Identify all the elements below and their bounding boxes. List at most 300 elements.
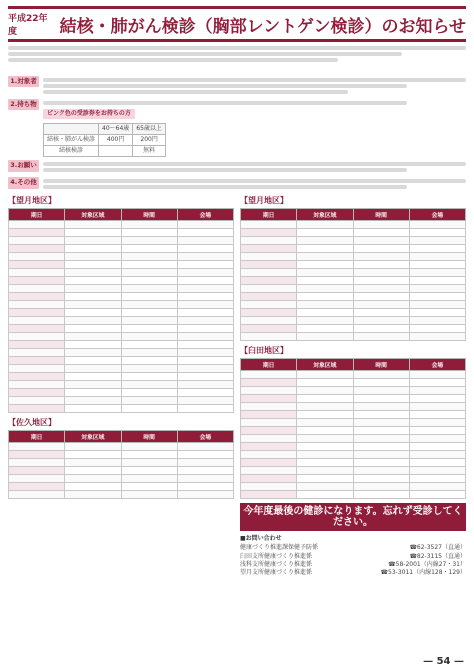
notice-label: 2.持ち物: [8, 99, 39, 110]
other-row: [8, 177, 466, 191]
table-cell: [121, 491, 177, 499]
table-cell: [65, 333, 121, 341]
table-cell: [177, 405, 233, 413]
table-cell: [65, 349, 121, 357]
table-cell: [409, 309, 465, 317]
right1-header-time: 時間: [353, 209, 409, 221]
left1-header-time: 時間: [121, 209, 177, 221]
table-cell: [65, 301, 121, 309]
table-cell: [121, 277, 177, 285]
table-cell: [177, 277, 233, 285]
table-cell: [241, 467, 297, 475]
table-cell: [177, 325, 233, 333]
table-cell: [177, 309, 233, 317]
table-cell: [297, 395, 353, 403]
table-cell: [9, 341, 65, 349]
contact-row-3: [240, 561, 466, 569]
table-cell: [241, 277, 297, 285]
table-cell: [9, 459, 65, 467]
table-cell: [353, 229, 409, 237]
table-cell: [241, 261, 297, 269]
table-cell: [65, 459, 121, 467]
table-cell: [297, 261, 353, 269]
table-cell: [65, 381, 121, 389]
contact-row-1-right: ☎62-3527（直通）: [409, 544, 466, 552]
table-cell: [65, 229, 121, 237]
table-cell: [65, 451, 121, 459]
saku-title: 【佐久地区】: [8, 418, 56, 428]
table-cell: [409, 475, 465, 483]
fee-row2-label: 結核検診: [44, 146, 99, 157]
table-cell: [65, 253, 121, 261]
table-cell: [353, 379, 409, 387]
contact-row-3-right: ☎58-2001（内線27・31）: [388, 560, 466, 568]
table-cell: [9, 475, 65, 483]
table-cell: [9, 261, 65, 269]
table-cell: [353, 411, 409, 419]
table-cell: [177, 221, 233, 229]
table-cell: [121, 253, 177, 261]
table-cell: [409, 261, 465, 269]
table-cell: [353, 325, 409, 333]
table-cell: [241, 459, 297, 467]
table-cell: [353, 435, 409, 443]
table-cell: [121, 357, 177, 365]
fee-row2-value1: [99, 146, 133, 157]
right2-header-time: 時間: [353, 359, 409, 371]
table-cell: [65, 373, 121, 381]
table-cell: [65, 277, 121, 285]
table-cell: [177, 349, 233, 357]
left2-header-day: 期日: [9, 431, 65, 443]
table-cell: [9, 443, 65, 451]
saku-section: [8, 417, 234, 499]
table-cell: [177, 245, 233, 253]
contact-row-1-left: 健康づくり推進課保健予防係: [240, 544, 319, 552]
table-cell: [409, 483, 465, 491]
table-cell: [297, 387, 353, 395]
table-cell: [297, 301, 353, 309]
contact-block: [240, 535, 466, 576]
mochizuki-right-title: 【望月地区】: [240, 196, 288, 206]
table-cell: [9, 293, 65, 301]
table-cell: [241, 293, 297, 301]
table-cell: [353, 451, 409, 459]
table-cell: [409, 443, 465, 451]
table-cell: [409, 435, 465, 443]
table-cell: [9, 381, 65, 389]
contact-row-2-left: 臼田支所健康づくり推進係: [240, 552, 313, 560]
table-cell: [297, 285, 353, 293]
table-cell: [409, 491, 465, 499]
table-cell: [353, 293, 409, 301]
table-cell: [241, 395, 297, 403]
table-cell: [121, 309, 177, 317]
table-cell: [65, 293, 121, 301]
table-cell: [297, 221, 353, 229]
table-cell: [177, 459, 233, 467]
title-year: 平成22年度: [8, 14, 48, 37]
table-cell: [177, 293, 233, 301]
table-cell: [177, 357, 233, 365]
table-cell: [409, 333, 465, 341]
right2-header-area: 対象区域: [297, 359, 353, 371]
table-cell: [177, 341, 233, 349]
table-cell: [121, 373, 177, 381]
prep-row: [8, 160, 466, 174]
left1-header-venue: 会場: [177, 209, 233, 221]
table-cell: [241, 411, 297, 419]
table-cell: [9, 229, 65, 237]
table-cell: [241, 491, 297, 499]
table-cell: [177, 269, 233, 277]
table-cell: [65, 309, 121, 317]
table-cell: [297, 237, 353, 245]
table-cell: [121, 293, 177, 301]
left1-header-day: 期日: [9, 209, 65, 221]
table-cell: [297, 411, 353, 419]
left2-header-venue: 会場: [177, 431, 233, 443]
table-cell: [409, 427, 465, 435]
fee-header-empty: [44, 124, 99, 135]
table-cell: [121, 459, 177, 467]
table-cell: [409, 285, 465, 293]
table-cell: [121, 397, 177, 405]
table-cell: [353, 261, 409, 269]
contact-row-4: [240, 569, 466, 577]
table-cell: [409, 317, 465, 325]
saku-table: [8, 430, 234, 499]
table-cell: [65, 491, 121, 499]
table-cell: [121, 317, 177, 325]
table-cell: [297, 293, 353, 301]
table-cell: [297, 309, 353, 317]
table-cell: [241, 443, 297, 451]
table-cell: [177, 261, 233, 269]
table-cell: [121, 475, 177, 483]
table-cell: [241, 285, 297, 293]
table-cell: [121, 221, 177, 229]
table-cell: [409, 301, 465, 309]
table-cell: [297, 451, 353, 459]
table-cell: [177, 253, 233, 261]
table-cell: [9, 373, 65, 381]
table-cell: [9, 309, 65, 317]
table-cell: [65, 443, 121, 451]
table-cell: [9, 237, 65, 245]
table-cell: [353, 475, 409, 483]
table-cell: [241, 483, 297, 491]
table-cell: [409, 403, 465, 411]
table-cell: [177, 397, 233, 405]
mochizuki-left-section: [8, 195, 234, 413]
table-cell: [409, 411, 465, 419]
table-cell: [297, 443, 353, 451]
table-cell: [177, 237, 233, 245]
table-cell: [121, 467, 177, 475]
table-cell: [241, 451, 297, 459]
table-cell: [409, 395, 465, 403]
table-cell: [65, 405, 121, 413]
table-cell: [9, 245, 65, 253]
fee-table: [43, 123, 166, 157]
table-cell: [9, 389, 65, 397]
table-cell: [409, 229, 465, 237]
table-cell: [65, 269, 121, 277]
table-cell: [297, 475, 353, 483]
mochizuki-right-table: [240, 208, 466, 341]
table-cell: [297, 435, 353, 443]
table-cell: [177, 317, 233, 325]
table-cell: [409, 419, 465, 427]
table-cell: [297, 277, 353, 285]
table-cell: [121, 349, 177, 357]
table-cell: [177, 483, 233, 491]
table-cell: [409, 269, 465, 277]
table-cell: [241, 301, 297, 309]
table-cell: [353, 309, 409, 317]
table-cell: [409, 253, 465, 261]
table-cell: [241, 317, 297, 325]
table-cell: [9, 467, 65, 475]
table-cell: [9, 357, 65, 365]
table-cell: [9, 325, 65, 333]
target-row: [8, 76, 466, 96]
table-cell: [121, 451, 177, 459]
table-cell: [297, 483, 353, 491]
table-cell: [353, 395, 409, 403]
table-cell: [65, 357, 121, 365]
table-cell: [241, 419, 297, 427]
table-cell: [241, 379, 297, 387]
target-label: 1.対象者: [8, 76, 39, 87]
table-cell: [297, 467, 353, 475]
page-number: — 54 —: [423, 656, 464, 667]
table-cell: [9, 285, 65, 293]
table-cell: [241, 253, 297, 261]
table-cell: [9, 451, 65, 459]
table-cell: [241, 435, 297, 443]
other-label: 4.その他: [8, 177, 39, 188]
table-cell: [297, 245, 353, 253]
table-cell: [9, 269, 65, 277]
table-cell: [9, 405, 65, 413]
table-cell: [121, 245, 177, 253]
table-cell: [241, 475, 297, 483]
contact-row-3-left: 浅科支所健康づくり推進係: [240, 560, 313, 568]
notice-copy: [43, 99, 466, 157]
right1-header-venue: 会場: [409, 209, 465, 221]
table-cell: [121, 285, 177, 293]
table-cell: [297, 419, 353, 427]
table-cell: [241, 309, 297, 317]
table-cell: [9, 491, 65, 499]
table-cell: [353, 443, 409, 451]
table-cell: [297, 459, 353, 467]
table-cell: [409, 371, 465, 379]
fee-row1-value2: 200円: [133, 135, 166, 146]
table-cell: [121, 405, 177, 413]
table-cell: [297, 371, 353, 379]
table-cell: [353, 277, 409, 285]
table-cell: [121, 333, 177, 341]
table-cell: [297, 317, 353, 325]
fee-row1-label: 結核・肺がん検診: [44, 135, 99, 146]
table-cell: [65, 397, 121, 405]
table-cell: [409, 277, 465, 285]
table-cell: [177, 365, 233, 373]
table-cell: [241, 229, 297, 237]
table-cell: [121, 483, 177, 491]
table-cell: [65, 317, 121, 325]
table-cell: [121, 325, 177, 333]
contact-row-2: [240, 553, 466, 561]
table-cell: [297, 379, 353, 387]
table-cell: [9, 349, 65, 357]
title-main: 結核・肺がん検診（胸部レントゲン検診）のお知らせ: [59, 16, 466, 37]
table-cell: [9, 301, 65, 309]
fee-header-age2: 65歳以上: [133, 124, 166, 135]
table-cell: [297, 427, 353, 435]
table-cell: [65, 285, 121, 293]
table-cell: [121, 341, 177, 349]
table-cell: [353, 301, 409, 309]
table-cell: [241, 403, 297, 411]
table-cell: [353, 387, 409, 395]
fee-header-age1: 40～64歳: [99, 124, 133, 135]
table-cell: [409, 387, 465, 395]
right-column: [240, 195, 466, 576]
table-cell: [177, 491, 233, 499]
table-cell: [121, 365, 177, 373]
table-cell: [241, 325, 297, 333]
table-cell: [9, 277, 65, 285]
table-cell: [9, 253, 65, 261]
table-cell: [353, 371, 409, 379]
prep-label: 3.お願い: [8, 160, 39, 171]
table-cell: [121, 381, 177, 389]
contact-row-4-left: 望月支所健康づくり推進係: [240, 568, 313, 576]
table-cell: [177, 467, 233, 475]
table-cell: [297, 491, 353, 499]
right2-header-venue: 会場: [409, 359, 465, 371]
table-cell: [241, 221, 297, 229]
table-cell: [9, 317, 65, 325]
table-cell: [65, 483, 121, 491]
right2-header-day: 期日: [241, 359, 297, 371]
table-cell: [9, 397, 65, 405]
table-cell: [241, 371, 297, 379]
table-cell: [409, 325, 465, 333]
table-cell: [353, 483, 409, 491]
table-cell: [65, 389, 121, 397]
table-cell: [121, 261, 177, 269]
left-column: [8, 195, 234, 576]
table-cell: [297, 229, 353, 237]
table-cell: [353, 245, 409, 253]
table-cell: [241, 333, 297, 341]
table-cell: [177, 373, 233, 381]
mochizuki-left-table: [8, 208, 234, 413]
table-cell: [9, 221, 65, 229]
table-cell: [177, 301, 233, 309]
usuda-table: [240, 358, 466, 499]
table-cell: [297, 269, 353, 277]
table-cell: [177, 333, 233, 341]
table-cell: [177, 475, 233, 483]
table-cell: [353, 403, 409, 411]
fee-row2-value2: 無料: [133, 146, 166, 157]
table-cell: [353, 237, 409, 245]
table-cell: [241, 427, 297, 435]
table-cell: [65, 237, 121, 245]
table-cell: [241, 387, 297, 395]
table-cell: [409, 293, 465, 301]
contact-row-1: [240, 544, 466, 552]
table-cell: [121, 443, 177, 451]
table-cell: [121, 237, 177, 245]
table-cell: [177, 443, 233, 451]
table-cell: [297, 253, 353, 261]
contact-title: ■お問い合わせ: [240, 535, 282, 543]
right1-header-day: 期日: [241, 209, 297, 221]
left2-header-area: 対象区域: [65, 431, 121, 443]
table-cell: [297, 325, 353, 333]
contact-row-4-right: ☎53-3011（内線128・129）: [380, 568, 466, 576]
usuda-section: [240, 345, 466, 499]
table-cell: [353, 221, 409, 229]
table-cell: [353, 333, 409, 341]
left1-header-area: 対象区域: [65, 209, 121, 221]
table-cell: [121, 301, 177, 309]
right1-header-area: 対象区域: [297, 209, 353, 221]
table-cell: [65, 475, 121, 483]
table-cell: [409, 237, 465, 245]
table-cell: [297, 333, 353, 341]
table-cell: [353, 253, 409, 261]
left2-header-time: 時間: [121, 431, 177, 443]
contact-row-2-right: ☎82-3115（直通）: [409, 552, 466, 560]
table-cell: [409, 379, 465, 387]
table-cell: [409, 221, 465, 229]
table-cell: [353, 459, 409, 467]
table-cell: [409, 467, 465, 475]
notice-row: [8, 99, 466, 157]
table-cell: [177, 381, 233, 389]
table-cell: [9, 333, 65, 341]
table-cell: [177, 389, 233, 397]
table-cell: [177, 451, 233, 459]
page-title: [8, 6, 466, 42]
table-cell: [65, 261, 121, 269]
table-cell: [409, 451, 465, 459]
table-cell: [121, 229, 177, 237]
table-cell: [65, 341, 121, 349]
table-cell: [241, 237, 297, 245]
table-cell: [353, 285, 409, 293]
table-cell: [409, 245, 465, 253]
table-cell: [121, 269, 177, 277]
usuda-title: 【臼田地区】: [240, 346, 288, 356]
highlight-box: ピンク色の受診券をお持ちの方: [43, 109, 135, 119]
table-cell: [177, 229, 233, 237]
fee-row1-value1: 400円: [99, 135, 133, 146]
table-cell: [353, 491, 409, 499]
table-cell: [353, 467, 409, 475]
table-cell: [65, 221, 121, 229]
table-cell: [241, 269, 297, 277]
table-cell: [353, 419, 409, 427]
